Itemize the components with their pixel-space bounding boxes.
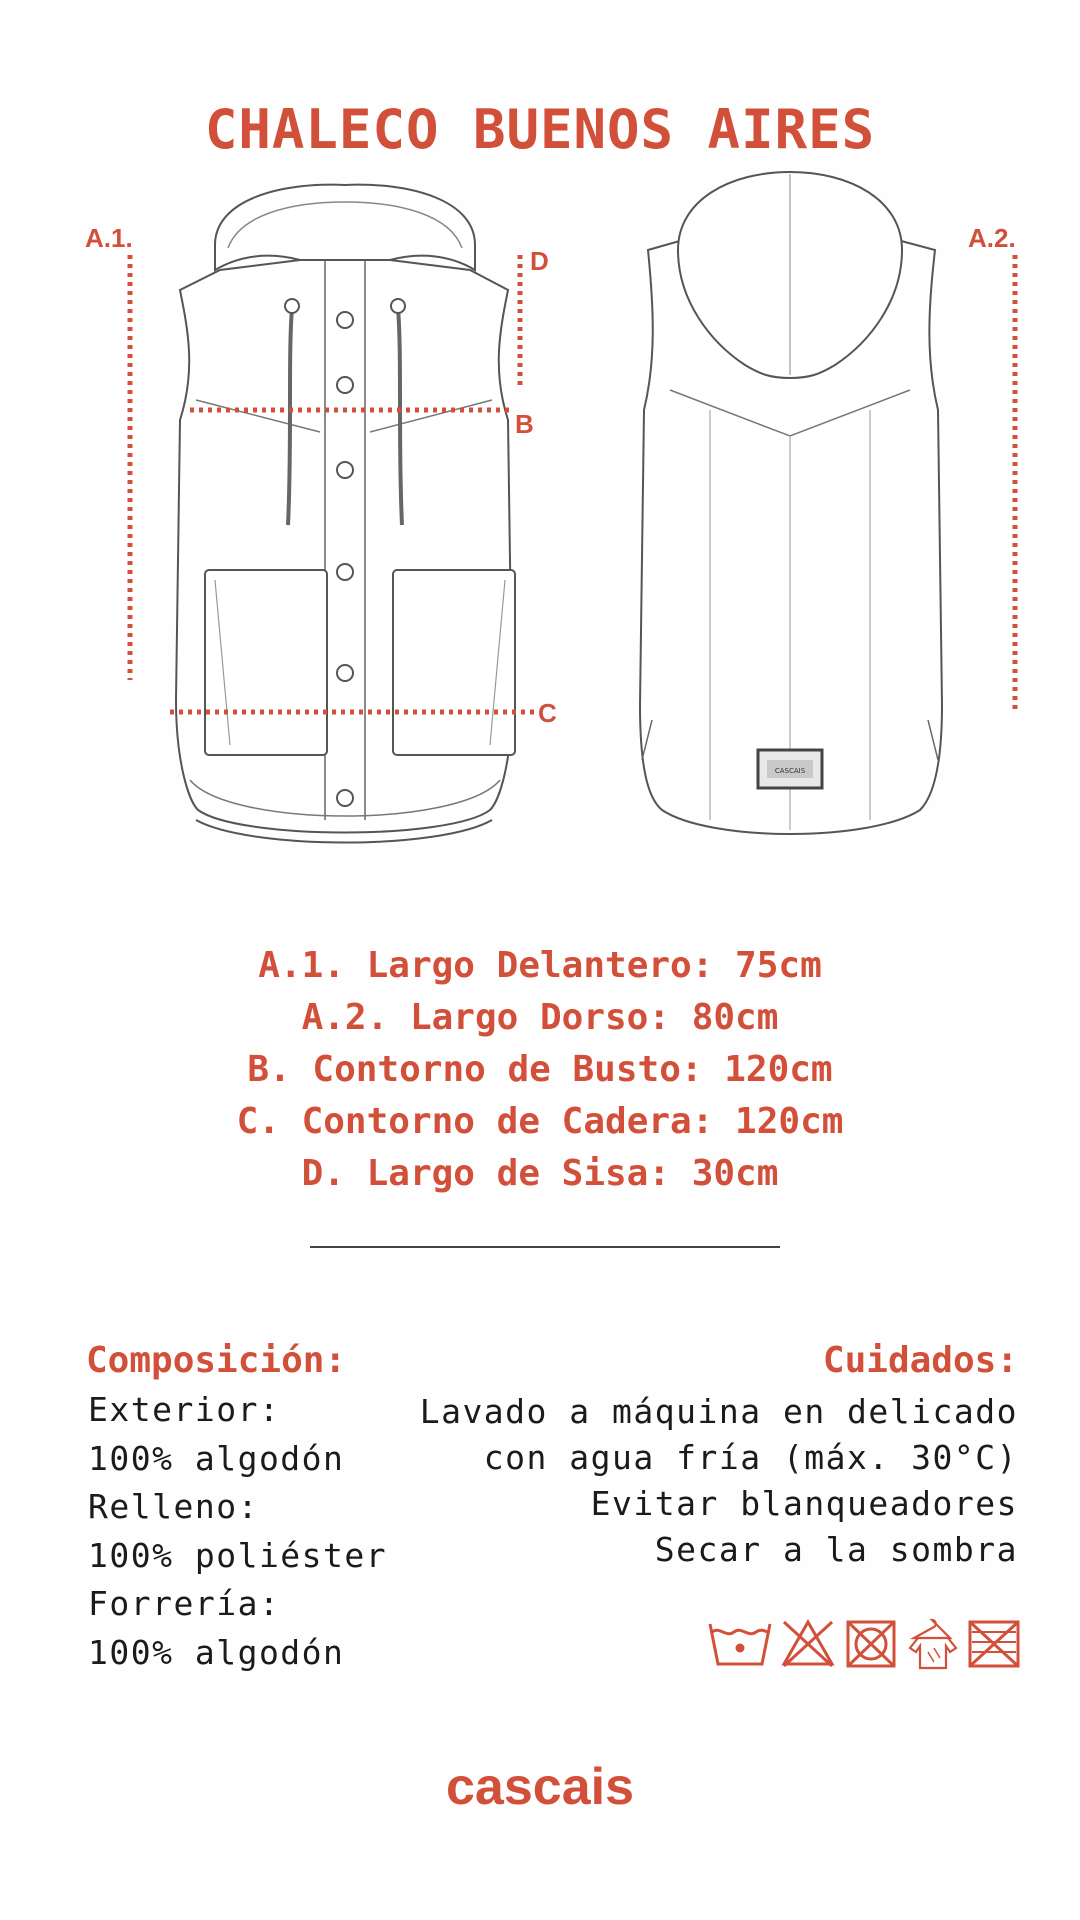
composition-line: Exterior: bbox=[88, 1390, 281, 1429]
measurement-item: C. Contorno de Cadera: 120cm bbox=[236, 1101, 844, 1142]
composition-list bbox=[88, 1386, 387, 1677]
no-tumble-dry-icon bbox=[848, 1622, 894, 1666]
pocket-left bbox=[205, 570, 327, 755]
back-brand-tag-text: CASCAIS bbox=[774, 767, 806, 775]
measurement-item: D. Largo de Sisa: 30cm bbox=[301, 1153, 779, 1194]
dry-in-shade-icon bbox=[910, 1620, 956, 1668]
label-a2: A.2. bbox=[968, 223, 1016, 253]
care-line: Evitar blanqueadores bbox=[590, 1484, 1018, 1523]
vest-front-view bbox=[176, 185, 515, 843]
care-title: Cuidados: bbox=[822, 1340, 1018, 1381]
composition-title: Composición: bbox=[86, 1340, 347, 1381]
pocket-right bbox=[393, 570, 515, 755]
care-list bbox=[420, 1389, 1018, 1573]
measurement-item: A.1. Largo Delantero: 75cm bbox=[258, 945, 822, 986]
label-c: C bbox=[538, 698, 557, 728]
product-title: CHALECO BUENOS AIRES bbox=[204, 98, 876, 161]
label-b: B bbox=[515, 409, 534, 439]
label-a1: A.1. bbox=[85, 223, 133, 253]
measurements-list bbox=[0, 940, 1080, 1200]
composition-line: 100% poliéster bbox=[88, 1535, 388, 1575]
vest-back-view bbox=[640, 172, 942, 834]
no-iron-icon bbox=[970, 1622, 1018, 1666]
front-hood bbox=[215, 185, 475, 270]
care-line: Secar a la sombra bbox=[654, 1530, 1018, 1569]
no-bleach-icon bbox=[784, 1622, 832, 1666]
measurement-item: B. Contorno de Busto: 120cm bbox=[247, 1049, 833, 1090]
care-icons bbox=[708, 1618, 1020, 1672]
care-line: con agua fría (máx. 30°C) bbox=[483, 1438, 1018, 1477]
label-d: D bbox=[530, 246, 549, 276]
vest-diagram bbox=[30, 160, 1050, 940]
composition-line: 100% algodón bbox=[88, 1438, 345, 1478]
composition-line: 100% algodón bbox=[88, 1632, 345, 1672]
section-divider bbox=[310, 1246, 780, 1248]
wash-30-icon bbox=[710, 1624, 770, 1664]
composition-line: Forrería: bbox=[88, 1584, 281, 1623]
brand-logo: cascais bbox=[446, 1758, 634, 1816]
care-line: Lavado a máquina en delicado bbox=[419, 1392, 1018, 1431]
measurement-item: A.2. Largo Dorso: 80cm bbox=[301, 997, 779, 1038]
composition-line: Relleno: bbox=[88, 1487, 259, 1526]
